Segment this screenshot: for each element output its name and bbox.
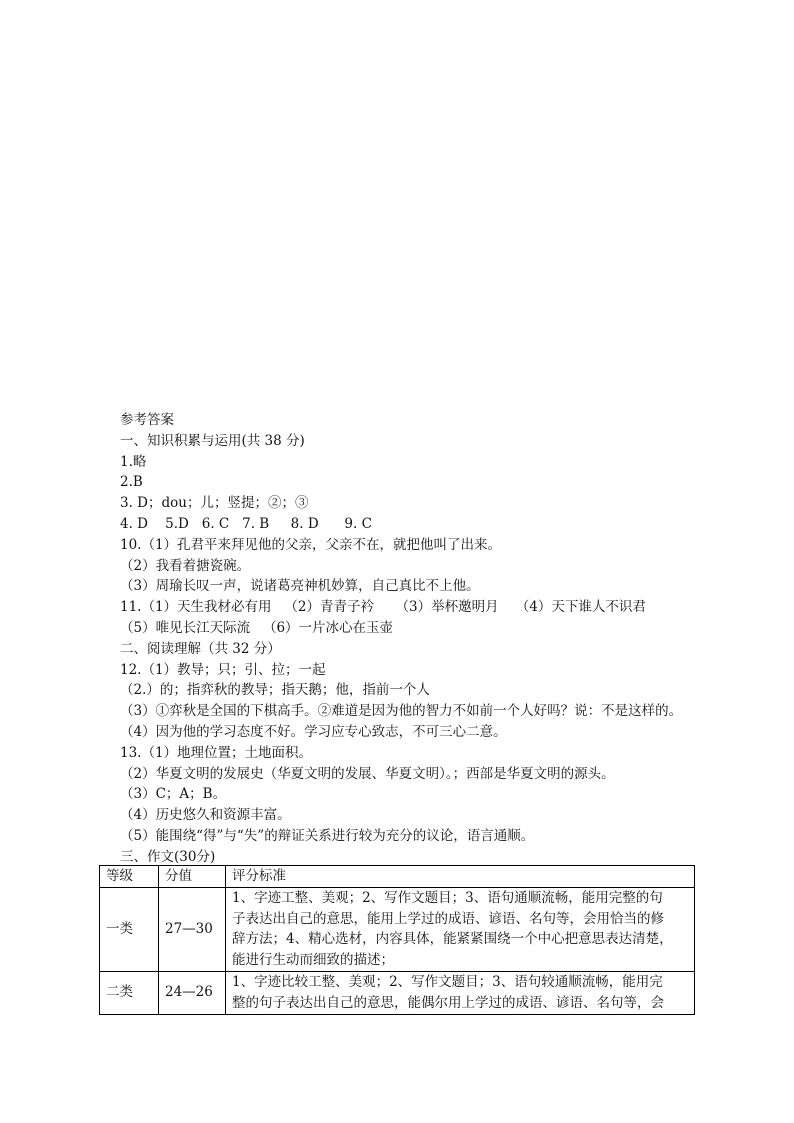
criteria-cell <box>226 887 695 971</box>
answer-line: 11.（1）天生我材必有用 （2）青青子衿 （3）举杯邀明月 （4）天下谁人不识君 <box>120 599 646 616</box>
answer-line: 3. D；dou；儿；竖提；②；③ <box>120 495 309 512</box>
answer-line: （2.）的；指弈秋的教导；指天鹅；他，指前一个人 <box>120 682 430 699</box>
criteria-line: 辞方法；4、精心选材，内容具体，能紧紧围绕一个中心把意思表达清楚， <box>232 931 673 948</box>
section-heading-1: 一、知识积累与运用(共 38 分) <box>120 432 305 449</box>
answer-line: （3）①弈秋是全国的下棋高手。②难道是因为他的智力不如前一个人好吗？说：不是这样的。 <box>120 703 683 720</box>
answer-line: （2）我看着搪瓷碗。 <box>120 557 251 574</box>
answer-line: 12.（1）教导；只；引、拉；一起 <box>120 661 326 678</box>
section-heading-2: 二、阅读理解（共 32 分） <box>120 640 281 657</box>
grade-cell: 一类 <box>100 887 159 971</box>
grading-table-wrapper <box>99 865 697 1015</box>
table-header-row <box>100 866 695 888</box>
table-row <box>100 971 695 1014</box>
answer-line: 2.B <box>120 474 143 491</box>
answer-line: （5）能围绕“得”与“失”的辩证关系进行较为充分的议论，语言通顺。 <box>120 827 535 844</box>
answer-line: （3）周瑜长叹一声，说诸葛亮神机妙算，自己真比不上他。 <box>120 578 480 595</box>
section-heading-3: 三、作文(30分) <box>120 848 216 865</box>
criteria-line: 整的句子表达出自己的意思，能偶尔用上学过的成语、谚语、名句等，会 <box>232 994 664 1011</box>
answer-key <box>120 410 700 868</box>
answer-line: 13.（1）地理位置；土地面积。 <box>120 744 313 761</box>
grading-table <box>99 865 695 1015</box>
criteria-line: 能进行生动而细致的描述； <box>232 952 394 969</box>
answer-line: 1.略 <box>120 453 147 470</box>
answer-line: 4. D 5.D 6. C 7. B 8. D 9. C <box>120 515 372 532</box>
table-row <box>100 887 695 971</box>
answer-line: （2）华夏文明的发展史（华夏文明的发展、华夏文明）。；西部是华夏文明的源头。 <box>120 765 615 782</box>
answer-line: （4）因为他的学习态度不好。学习应专心致志，不可三心二意。 <box>120 723 507 740</box>
grade-cell: 二类 <box>100 971 159 1014</box>
answer-line: 10.（1）孔君平来拜见他的父亲，父亲不在，就把他叫了出来。 <box>120 536 502 553</box>
score-cell: 27—30 <box>159 887 226 971</box>
answer-line: （3）C；A；B。 <box>120 786 227 803</box>
criteria-cell <box>226 971 695 1014</box>
answer-line: （5）唯见长江天际流 （6）一片冰心在玉壶 <box>120 619 394 636</box>
criteria-line: 1、字迹比较工整、美观；2、写作文题目；3、语句较通顺流畅，能用完 <box>232 973 663 990</box>
answer-line: （4）历史悠久和资源丰富。 <box>120 807 291 824</box>
header-criteria: 评分标准 <box>226 866 695 888</box>
score-cell: 24—26 <box>159 971 226 1014</box>
criteria-line: 1、字迹工整、美观；2、写作文题目；3、语句通顺流畅，能用完整的句 <box>232 889 663 906</box>
header-grade: 等级 <box>100 866 159 888</box>
criteria-line: 子表达出自己的意思，能用上学过的成语、谚语、名句等，会用恰当的修 <box>232 910 664 927</box>
section-title: 参考答案 <box>120 412 174 428</box>
header-score: 分值 <box>159 866 226 888</box>
